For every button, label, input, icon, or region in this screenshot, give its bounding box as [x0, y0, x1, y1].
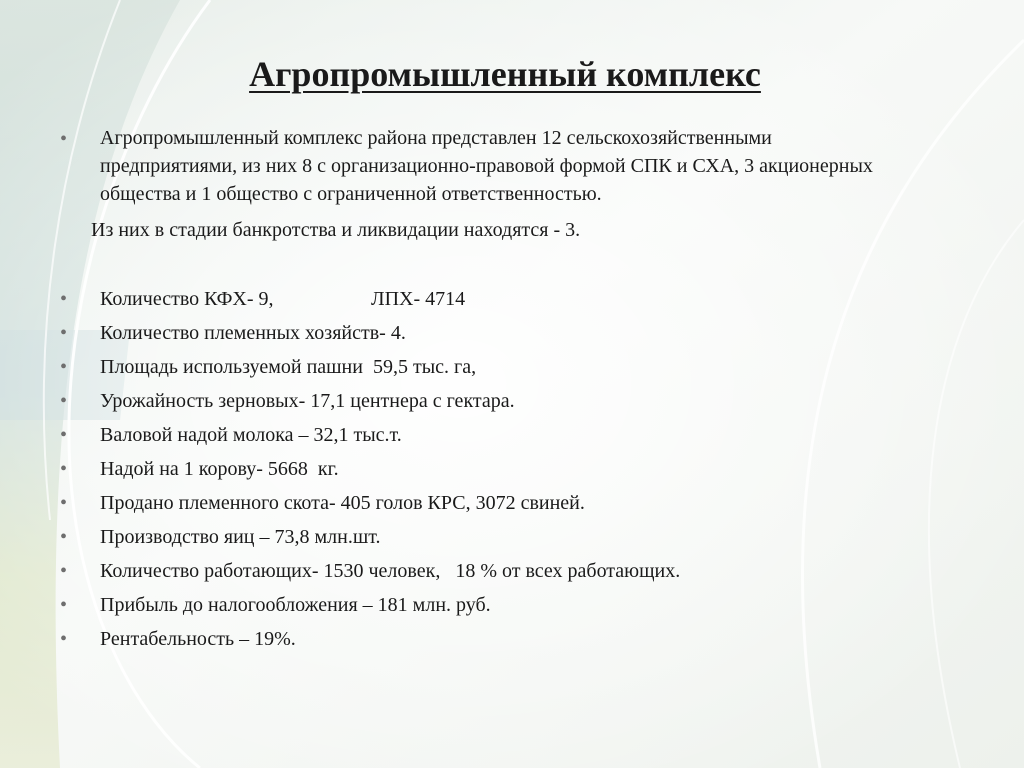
- list-item: [60, 523, 940, 551]
- list-item-text: Рентабельность – 19%.: [100, 628, 296, 650]
- list-item: [60, 319, 940, 347]
- list-item-text: Прибыль до налогообложения – 181 млн. руб.: [100, 594, 491, 616]
- bullet-icon: •: [60, 322, 68, 344]
- list-item: [60, 557, 940, 585]
- list-item-text: Валовой надой молока – 32,1 тыс.т.: [100, 424, 402, 446]
- bullet-icon: •: [60, 628, 68, 650]
- bullet-icon: •: [60, 356, 68, 378]
- bullet-icon: •: [60, 560, 68, 582]
- list-item: [60, 421, 940, 449]
- list-item-text: Продано племенного скота- 405 голов КРС, 3072 свиней.: [100, 492, 585, 514]
- slide-title: [0, 52, 1010, 96]
- list-item-text: Количество племенных хозяйств- 4.: [100, 322, 406, 344]
- intro-paragraph: Агропромышленный комплекс района представлен 12 сельскохозяйственными предприятиями, из них 8 с организационно-правовой формой СПК и СХА, 3 акционерных общества и 1 общество с ограниченной ответственностью.: [100, 127, 873, 205]
- bullet-icon: •: [60, 458, 68, 480]
- list-item: [60, 625, 940, 653]
- bullet-icon: •: [60, 594, 68, 616]
- list-item: [60, 353, 940, 381]
- list-item: [60, 285, 940, 313]
- list-item-text: Количество работающих- 1530 человек, 18 % от всех работающих.: [100, 560, 681, 582]
- list-item-text: Количество КФХ- 9,: [100, 288, 274, 310]
- bullet-icon: •: [60, 526, 68, 548]
- slide-title-text: Агропромышленный комплекс: [249, 54, 761, 94]
- bullet-icon: •: [60, 424, 68, 446]
- list-item-text: Урожайность зерновых- 17,1 центнера с гектара.: [100, 390, 515, 412]
- bullet-icon: •: [60, 288, 68, 310]
- list-item-text: Площадь используемой пашни 59,5 тыс. га,: [100, 356, 477, 378]
- list-item: [60, 591, 940, 619]
- bullet-icon: •: [60, 128, 68, 150]
- list-item-text-secondary: ЛПХ- 4714: [371, 288, 466, 310]
- list-item: [60, 489, 940, 517]
- intro-followup: Из них в стадии банкротства и ликвидации находятся - 3.: [91, 219, 581, 241]
- bullet-icon: •: [60, 492, 68, 514]
- bullet-icon: •: [60, 390, 68, 412]
- list-item-text: Производство яиц – 73,8 млн.шт.: [100, 526, 381, 548]
- list-item: [60, 387, 940, 415]
- list-item-text: Надой на 1 корову- 5668 кг.: [100, 458, 339, 480]
- list-item: [60, 455, 940, 483]
